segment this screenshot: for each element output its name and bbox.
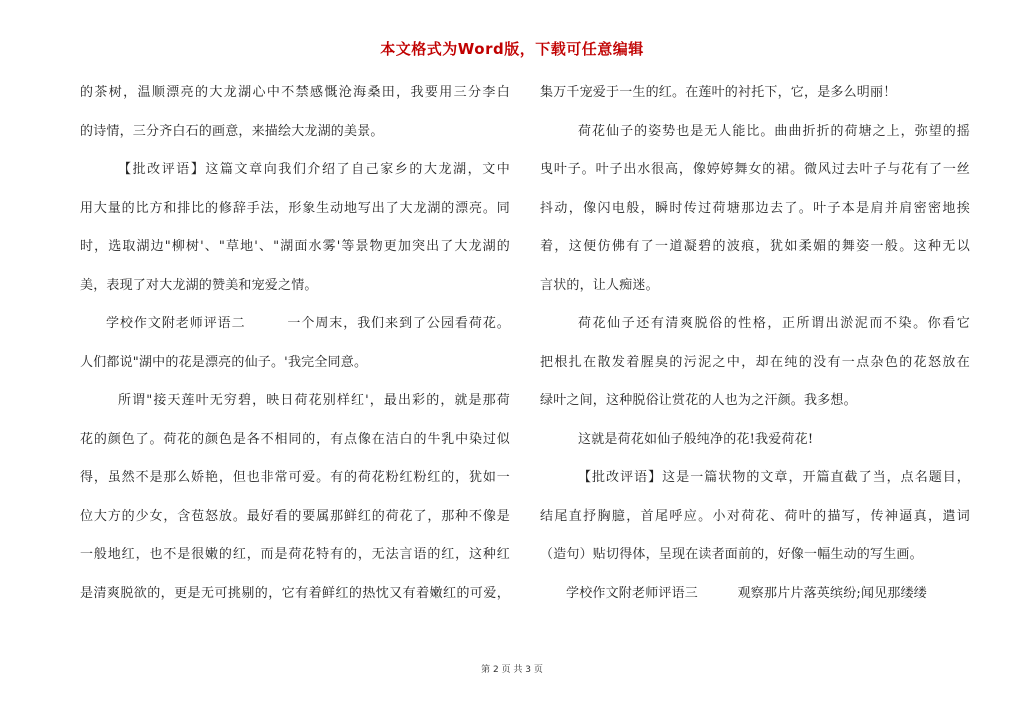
text-line: 一般地红，也不是很嫩的红，而是荷花特有的，无法言语的红，这种红 [80,547,510,562]
text-line: 花的颜色了。荷花的颜色是各不相同的，有点像在洁白的牛乳中染过似 [80,431,510,447]
page-number: 第 2 页 共 3 页 [481,665,543,675]
text-line: 得，虽然不是那么娇艳，但也非常可爱。有的荷花粉红粉红的，犹如一 [80,470,510,485]
text-line: 曳叶子。叶子出水很高，像婷婷舞女的裙。微风过去叶子与花有了一丝 [540,162,970,177]
text-line: 用大量的比方和排比的修辞手法，形象生动地写出了大龙湖的漂亮。同 [80,200,510,216]
text-line: 言状的，让人痴迷。 [540,277,659,293]
text-line: 的诗情，三分齐白石的画意，来描绘大龙湖的美景。 [80,123,384,139]
text-line: 学校作文附老师评语二 一个周末，我们来到了公园看荷花。 [106,316,510,331]
text-line: 美，表现了对大龙湖的赞美和宠爱之情。 [80,277,318,293]
text-line: 结尾直抒胸臆，首尾呼应。小对荷花、荷叶的描写，传神逼真，遣词 [540,508,970,524]
text-line: 所谓"接天莲叶无穷碧，映日荷花别样红'，最出彩的，就是那荷 [118,393,510,408]
text-line: 人们都说"湖中的花是漂亮的仙子。'我完全同意。 [80,354,368,370]
document-header: 本文格式为Word版，下载可任意编辑 [380,40,644,58]
text-line: 学校作文附老师评语三 观察那片片落英缤纷;闻见那缕缕 [566,585,927,601]
text-line: 荷花仙子的姿势也是无人能比。曲曲折折的荷塘之上，弥望的摇 [578,123,970,139]
text-line: 把根扎在散发着腥臭的污泥之中，却在纯的没有一点杂色的花怒放在 [540,354,970,370]
text-line: （造句）贴切得体，呈现在读者面前的，好像一幅生动的写生画。 [540,547,923,562]
text-line: 时，选取湖边"柳树'、"草地'、"湖面水雾'等景物更加突出了大龙湖的 [80,239,510,254]
text-line: 这就是荷花如仙子般纯净的花!我爱荷花! [578,431,814,447]
text-line: 【批改评语】这是一篇状物的文章，开篇直截了当，点名题目， [578,470,970,485]
text-line: 【批改评语】这篇文章向我们介绍了自己家乡的大龙湖，文中 [118,162,510,177]
text-line: 集万千宠爱于一生的红。在莲叶的衬托下，它，是多么明丽！ [540,85,897,100]
text-line: 抖动，像闪电般，瞬时传过荷塘那边去了。叶子本是肩并肩密密地挨 [540,200,970,216]
right-column [540,78,970,617]
text-line: 是清爽脱欲的，更是无可挑剔的，它有着鲜红的热忱又有着嫩红的可爱， [80,585,510,601]
text-line: 着，这便仿佛有了一道凝碧的波痕，犹如柔媚的舞姿一般。这种无以 [540,239,970,254]
left-column [80,78,510,617]
text-line: 绿叶之间，这种脱俗让赏花的人也为之汗颜。我多想。 [540,393,857,408]
text-line: 位大方的少女，含苞怒放。最好看的要属那鲜红的荷花了，那种不像是 [80,508,510,524]
text-line: 荷花仙子还有清爽脱俗的性格，正所谓出淤泥而不染。你看它 [578,316,970,331]
text-line: 的茶树，温顺漂亮的大龙湖心中不禁感慨沧海桑田，我要用三分李白 [80,85,510,100]
